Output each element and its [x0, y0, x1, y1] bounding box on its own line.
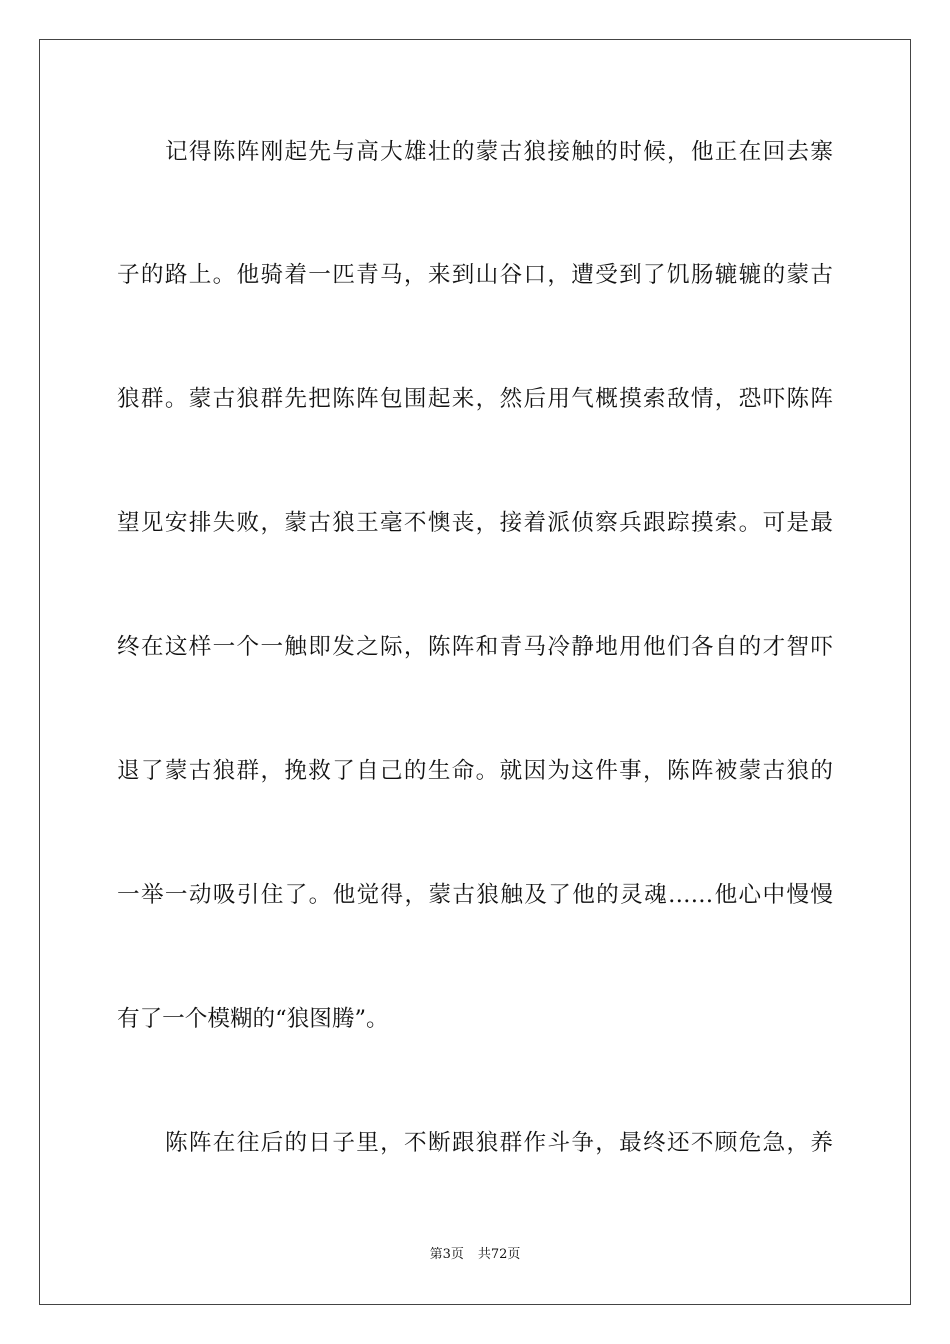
page-number: 第3页 — [429, 1247, 464, 1262]
page-total: 共72页 — [477, 1247, 521, 1262]
paragraph-1-line-1: 记得陈阵刚起先与高大雄壮的蒙古狼接触的时候，他正在回去寨 — [165, 139, 833, 165]
paragraph-1-line-5: 终在这样一个一触即发之际，陈阵和青马冷静地用他们各自的才智吓 — [117, 634, 833, 660]
page-footer — [0, 1246, 950, 1264]
paragraph-1-line-7: 一举一动吸引住了。他觉得，蒙古狼触及了他的灵魂……他心中慢慢 — [117, 882, 833, 908]
page-frame — [39, 39, 911, 1305]
paragraph-1-line-8: 有了一个模糊的“狼图腾”。 — [117, 1006, 389, 1032]
paragraph-1-line-2: 子的路上。他骑着一匹青马，来到山谷口，遭受到了饥肠辘辘的蒙古 — [117, 262, 833, 288]
paragraph-1-line-4: 望见安排失败，蒙古狼王毫不懊丧，接着派侦察兵跟踪摸索。可是最 — [117, 510, 833, 536]
paragraph-2-line-1: 陈阵在往后的日子里，不断跟狼群作斗争，最终还不顾危急，养 — [165, 1130, 833, 1156]
paragraph-1-line-3: 狼群。蒙古狼群先把陈阵包围起来，然后用气概摸索敌情，恐吓陈阵 — [117, 386, 833, 412]
paragraph-1-line-6: 退了蒙古狼群，挽救了自己的生命。就因为这件事，陈阵被蒙古狼的 — [117, 758, 833, 784]
